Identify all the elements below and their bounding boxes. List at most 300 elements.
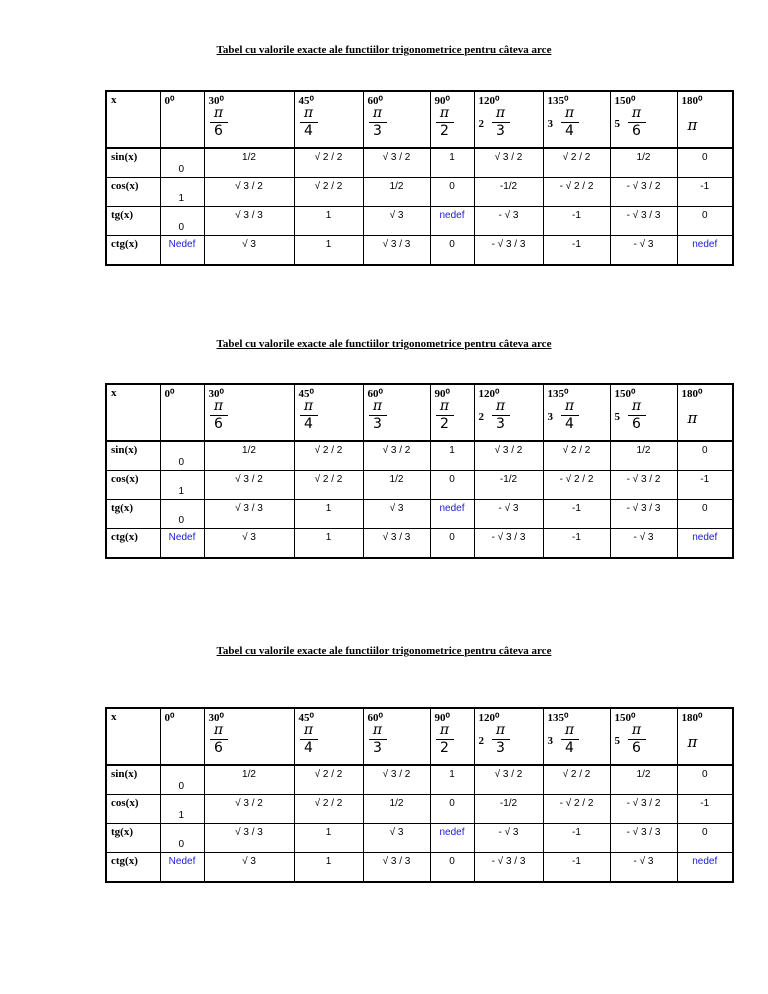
degree-label: 180⁰ bbox=[681, 95, 703, 107]
header-cell bbox=[294, 384, 363, 441]
function-value: √ 3 / 3 bbox=[382, 532, 411, 543]
header-row bbox=[106, 91, 733, 148]
table-title: Tabel cu valorile exacte ale functiilor trigonometrice pentru câteva arce bbox=[216, 338, 552, 350]
function-value: 0 bbox=[449, 532, 455, 543]
function-value: √ 3 bbox=[389, 827, 404, 838]
value-cell bbox=[204, 795, 294, 824]
value-cell bbox=[610, 148, 677, 178]
value-cell bbox=[363, 207, 430, 236]
degree-label: 135⁰ bbox=[547, 388, 569, 400]
value-cell bbox=[294, 795, 363, 824]
degree-label: 90⁰ bbox=[434, 712, 450, 724]
table-row bbox=[106, 207, 733, 236]
function-value: 1/2 bbox=[636, 445, 651, 456]
function-value: √ 3 / 2 bbox=[382, 152, 411, 163]
value-cell bbox=[430, 148, 474, 178]
value-cell bbox=[610, 500, 677, 529]
header-cell bbox=[160, 91, 204, 148]
radian-fraction: π 3 bbox=[492, 106, 510, 138]
value-cell bbox=[430, 765, 474, 795]
value-cell bbox=[474, 236, 543, 266]
degree-label: 180⁰ bbox=[681, 712, 703, 724]
function-value: -1 bbox=[572, 856, 581, 867]
table-row bbox=[106, 795, 733, 824]
header-row bbox=[106, 708, 733, 765]
function-value: √ 2 / 2 bbox=[562, 769, 591, 780]
trig-values-table bbox=[105, 707, 734, 883]
function-value: nedef bbox=[439, 210, 465, 221]
function-value: 1 bbox=[178, 810, 185, 821]
value-cell bbox=[294, 529, 363, 559]
value-cell bbox=[430, 236, 474, 266]
table-title: Tabel cu valorile exacte ale functiilor trigonometrice pentru câteva arce bbox=[216, 645, 552, 657]
function-value: -1 bbox=[572, 827, 581, 838]
value-cell bbox=[610, 824, 677, 853]
function-value: - √ 3 bbox=[633, 239, 654, 250]
value-cell bbox=[363, 824, 430, 853]
value-cell bbox=[363, 765, 430, 795]
function-value: √ 3 / 3 bbox=[235, 503, 263, 514]
function-value: - √ 3 / 3 bbox=[626, 827, 661, 838]
value-cell bbox=[430, 471, 474, 500]
table-row bbox=[106, 236, 733, 266]
value-cell bbox=[204, 529, 294, 559]
function-value: - √ 3 / 3 bbox=[491, 856, 526, 867]
function-value: - √ 3 bbox=[498, 503, 519, 514]
header-cell bbox=[543, 708, 610, 765]
function-value: √ 3 / 2 bbox=[494, 152, 523, 163]
value-cell bbox=[677, 148, 733, 178]
radian-fraction: π 3 bbox=[492, 399, 510, 431]
value-cell bbox=[160, 441, 204, 471]
table-row bbox=[106, 500, 733, 529]
value-cell bbox=[610, 853, 677, 883]
x-label: x bbox=[111, 94, 117, 106]
row-label: cos(x) bbox=[111, 180, 139, 192]
degree-label: 45⁰ bbox=[298, 712, 314, 724]
value-cell bbox=[474, 853, 543, 883]
radian-fraction: π 2 bbox=[436, 399, 454, 431]
function-value: √ 3 / 3 bbox=[382, 239, 411, 250]
header-cell-x bbox=[106, 91, 160, 148]
radian-coefficient: 2 bbox=[478, 735, 484, 747]
value-cell bbox=[294, 471, 363, 500]
row-label: tg(x) bbox=[111, 502, 133, 514]
function-value: - √ 3 bbox=[498, 210, 519, 221]
header-cell bbox=[610, 708, 677, 765]
degree-label: 120⁰ bbox=[478, 712, 500, 724]
value-cell bbox=[430, 500, 474, 529]
header-cell bbox=[543, 91, 610, 148]
table-title: Tabel cu valorile exacte ale functiilor trigonometrice pentru câteva arce bbox=[216, 44, 552, 56]
value-cell bbox=[610, 178, 677, 207]
function-value: √ 2 / 2 bbox=[314, 769, 343, 780]
value-cell bbox=[204, 500, 294, 529]
function-value: - √ 2 / 2 bbox=[559, 798, 594, 809]
function-value: 0 bbox=[449, 239, 455, 250]
header-cell bbox=[363, 384, 430, 441]
radian-fraction: π 6 bbox=[628, 106, 646, 138]
function-value: nedef bbox=[439, 827, 465, 838]
value-cell bbox=[677, 441, 733, 471]
value-cell bbox=[363, 795, 430, 824]
degree-label: 90⁰ bbox=[434, 388, 450, 400]
function-value: - √ 2 / 2 bbox=[559, 181, 594, 192]
degree-label: 60⁰ bbox=[367, 712, 383, 724]
row-label-cell bbox=[106, 441, 160, 471]
header-cell bbox=[294, 708, 363, 765]
value-cell bbox=[677, 178, 733, 207]
function-value: nedef bbox=[692, 532, 718, 543]
radian-fraction: π 3 bbox=[369, 723, 387, 755]
function-value: √ 3 / 2 bbox=[382, 769, 411, 780]
table-row bbox=[106, 471, 733, 500]
function-value: 0 bbox=[178, 781, 185, 792]
degree-label: 135⁰ bbox=[547, 712, 569, 724]
function-value: -1/2 bbox=[499, 181, 518, 192]
function-value: 0 bbox=[701, 827, 708, 838]
header-cell bbox=[430, 91, 474, 148]
row-label: cos(x) bbox=[111, 473, 139, 485]
function-value: Nedef bbox=[168, 239, 196, 250]
function-value: √ 2 / 2 bbox=[562, 152, 591, 163]
value-cell bbox=[430, 178, 474, 207]
function-value: √ 2 / 2 bbox=[314, 152, 343, 163]
header-cell bbox=[204, 384, 294, 441]
value-cell bbox=[543, 148, 610, 178]
function-value: √ 2 / 2 bbox=[562, 445, 591, 456]
degree-label: 180⁰ bbox=[681, 388, 703, 400]
value-cell bbox=[677, 471, 733, 500]
value-cell bbox=[430, 795, 474, 824]
function-value: √ 3 / 2 bbox=[235, 474, 263, 485]
value-cell bbox=[363, 441, 430, 471]
function-value: - √ 3 / 3 bbox=[626, 210, 661, 221]
function-value: √ 3 bbox=[242, 239, 256, 250]
function-value: 0 bbox=[178, 164, 185, 175]
value-cell bbox=[160, 148, 204, 178]
function-value: 1/2 bbox=[242, 152, 256, 163]
pi-symbol: π bbox=[687, 733, 698, 751]
radian-fraction: π 4 bbox=[561, 723, 579, 755]
header-cell bbox=[610, 91, 677, 148]
header-cell bbox=[363, 91, 430, 148]
function-value: 0 bbox=[178, 457, 185, 468]
function-value: 1 bbox=[449, 445, 455, 456]
function-value: 1/2 bbox=[389, 798, 404, 809]
function-value: √ 3 / 3 bbox=[235, 210, 263, 221]
radian-coefficient: 2 bbox=[478, 118, 484, 130]
radian-coefficient: 3 bbox=[547, 735, 553, 747]
table-row bbox=[106, 824, 733, 853]
value-cell bbox=[363, 500, 430, 529]
header-cell bbox=[294, 91, 363, 148]
header-cell bbox=[610, 384, 677, 441]
degree-label: 120⁰ bbox=[478, 95, 500, 107]
function-value: -1 bbox=[572, 503, 581, 514]
value-cell bbox=[474, 178, 543, 207]
value-cell bbox=[610, 236, 677, 266]
header-cell bbox=[160, 384, 204, 441]
radian-fraction: π 4 bbox=[300, 106, 318, 138]
value-cell bbox=[204, 441, 294, 471]
value-cell bbox=[543, 236, 610, 266]
function-value: 0 bbox=[449, 181, 455, 192]
row-label-cell bbox=[106, 148, 160, 178]
value-cell bbox=[543, 471, 610, 500]
function-value: -1 bbox=[700, 474, 710, 485]
radian-coefficient: 3 bbox=[547, 118, 553, 130]
value-cell bbox=[543, 853, 610, 883]
degree-label: 150⁰ bbox=[614, 95, 636, 107]
function-value: 0 bbox=[449, 798, 455, 809]
function-value: - √ 2 / 2 bbox=[559, 474, 594, 485]
function-value: - √ 3 / 3 bbox=[491, 532, 526, 543]
value-cell bbox=[543, 529, 610, 559]
value-cell bbox=[474, 441, 543, 471]
radian-coefficient: 3 bbox=[547, 411, 553, 423]
row-label-cell bbox=[106, 178, 160, 207]
degree-label: 60⁰ bbox=[367, 95, 383, 107]
value-cell bbox=[474, 500, 543, 529]
function-value: √ 3 bbox=[242, 856, 256, 867]
value-cell bbox=[363, 471, 430, 500]
header-cell bbox=[474, 91, 543, 148]
header-cell bbox=[430, 384, 474, 441]
value-cell bbox=[474, 795, 543, 824]
function-value: 0 bbox=[701, 769, 708, 780]
row-label: ctg(x) bbox=[111, 855, 138, 867]
function-value: 0 bbox=[701, 503, 708, 514]
function-value: 1 bbox=[325, 856, 332, 867]
value-cell bbox=[294, 236, 363, 266]
function-value: 1/2 bbox=[242, 445, 256, 456]
value-cell bbox=[677, 529, 733, 559]
header-cell bbox=[474, 708, 543, 765]
degree-label: 150⁰ bbox=[614, 712, 636, 724]
value-cell bbox=[204, 178, 294, 207]
value-cell bbox=[430, 441, 474, 471]
value-cell bbox=[160, 529, 204, 559]
header-cell bbox=[543, 384, 610, 441]
function-value: nedef bbox=[692, 856, 718, 867]
row-label-cell bbox=[106, 236, 160, 266]
function-value: nedef bbox=[692, 239, 718, 250]
header-cell bbox=[204, 708, 294, 765]
function-value: 0 bbox=[178, 515, 185, 526]
value-cell bbox=[363, 236, 430, 266]
function-value: √ 3 / 2 bbox=[382, 445, 411, 456]
value-cell bbox=[294, 853, 363, 883]
degree-label: 0⁰ bbox=[164, 712, 175, 724]
function-value: √ 3 / 2 bbox=[494, 445, 523, 456]
value-cell bbox=[160, 207, 204, 236]
table-row bbox=[106, 441, 733, 471]
degree-label: 150⁰ bbox=[614, 388, 636, 400]
value-cell bbox=[610, 529, 677, 559]
function-value: √ 2 / 2 bbox=[314, 181, 343, 192]
function-value: -1/2 bbox=[499, 474, 518, 485]
function-value: - √ 3 bbox=[498, 827, 519, 838]
function-value: -1 bbox=[572, 532, 581, 543]
value-cell bbox=[610, 471, 677, 500]
header-cell bbox=[677, 91, 733, 148]
degree-label: 90⁰ bbox=[434, 95, 450, 107]
value-cell bbox=[543, 441, 610, 471]
radian-coefficient: 5 bbox=[614, 411, 620, 423]
value-cell bbox=[294, 207, 363, 236]
value-cell bbox=[294, 178, 363, 207]
value-cell bbox=[677, 765, 733, 795]
value-cell bbox=[543, 207, 610, 236]
degree-label: 0⁰ bbox=[164, 388, 175, 400]
value-cell bbox=[543, 824, 610, 853]
function-value: √ 2 / 2 bbox=[314, 798, 343, 809]
table-row bbox=[106, 148, 733, 178]
value-cell bbox=[363, 178, 430, 207]
function-value: -1/2 bbox=[499, 798, 518, 809]
value-cell bbox=[543, 795, 610, 824]
function-value: - √ 3 bbox=[633, 532, 654, 543]
function-value: √ 3 / 2 bbox=[235, 798, 263, 809]
row-label-cell bbox=[106, 795, 160, 824]
row-label: sin(x) bbox=[111, 768, 138, 780]
table-row bbox=[106, 765, 733, 795]
value-cell bbox=[294, 148, 363, 178]
function-value: 1 bbox=[325, 210, 332, 221]
row-label-cell bbox=[106, 471, 160, 500]
function-value: - √ 3 bbox=[633, 856, 654, 867]
value-cell bbox=[294, 765, 363, 795]
value-cell bbox=[677, 500, 733, 529]
function-value: 1 bbox=[449, 769, 455, 780]
header-cell bbox=[430, 708, 474, 765]
radian-fraction: π 6 bbox=[210, 399, 228, 431]
function-value: 1/2 bbox=[636, 769, 651, 780]
value-cell bbox=[204, 471, 294, 500]
header-cell-x bbox=[106, 384, 160, 441]
value-cell bbox=[610, 765, 677, 795]
radian-fraction: π 2 bbox=[436, 723, 454, 755]
x-label: x bbox=[111, 387, 117, 399]
table-row bbox=[106, 853, 733, 883]
function-value: -1 bbox=[700, 798, 710, 809]
radian-fraction: π 6 bbox=[210, 723, 228, 755]
degree-label: 45⁰ bbox=[298, 388, 314, 400]
function-value: √ 2 / 2 bbox=[314, 474, 343, 485]
radian-fraction: π 4 bbox=[300, 723, 318, 755]
value-cell bbox=[430, 824, 474, 853]
value-cell bbox=[677, 853, 733, 883]
value-cell bbox=[294, 500, 363, 529]
header-cell bbox=[677, 708, 733, 765]
header-cell bbox=[363, 708, 430, 765]
radian-fraction: π 4 bbox=[300, 399, 318, 431]
function-value: √ 3 / 3 bbox=[235, 827, 263, 838]
function-value: 0 bbox=[701, 445, 708, 456]
row-label-cell bbox=[106, 824, 160, 853]
row-label-cell bbox=[106, 765, 160, 795]
value-cell bbox=[363, 853, 430, 883]
function-value: 1 bbox=[325, 827, 332, 838]
header-cell bbox=[474, 384, 543, 441]
value-cell bbox=[363, 529, 430, 559]
function-value: - √ 3 / 2 bbox=[626, 181, 661, 192]
value-cell bbox=[474, 824, 543, 853]
function-value: 0 bbox=[449, 474, 455, 485]
function-value: 1/2 bbox=[389, 181, 404, 192]
radian-fraction: π 3 bbox=[492, 723, 510, 755]
table-row bbox=[106, 178, 733, 207]
function-value: - √ 3 / 3 bbox=[626, 503, 661, 514]
function-value: 1 bbox=[178, 193, 185, 204]
trig-values-table bbox=[105, 90, 734, 266]
function-value: √ 3 bbox=[242, 532, 256, 543]
function-value: √ 3 bbox=[389, 503, 404, 514]
degree-label: 30⁰ bbox=[208, 95, 224, 107]
pi-symbol: π bbox=[687, 116, 698, 134]
value-cell bbox=[204, 824, 294, 853]
value-cell bbox=[160, 236, 204, 266]
row-label: tg(x) bbox=[111, 826, 133, 838]
function-value: √ 2 / 2 bbox=[314, 445, 343, 456]
radian-fraction: π 6 bbox=[628, 723, 646, 755]
value-cell bbox=[160, 824, 204, 853]
function-value: nedef bbox=[439, 503, 465, 514]
row-label-cell bbox=[106, 853, 160, 883]
function-value: 1 bbox=[325, 532, 332, 543]
value-cell bbox=[610, 441, 677, 471]
value-cell bbox=[160, 500, 204, 529]
function-value: -1 bbox=[572, 210, 581, 221]
trig-values-table bbox=[105, 383, 734, 559]
value-cell bbox=[677, 236, 733, 266]
value-cell bbox=[204, 236, 294, 266]
value-cell bbox=[610, 207, 677, 236]
value-cell bbox=[677, 795, 733, 824]
value-cell bbox=[160, 853, 204, 883]
row-label: ctg(x) bbox=[111, 238, 138, 250]
value-cell bbox=[474, 471, 543, 500]
value-cell bbox=[474, 207, 543, 236]
function-value: - √ 3 / 2 bbox=[626, 798, 661, 809]
degree-label: 120⁰ bbox=[478, 388, 500, 400]
radian-fraction: π 3 bbox=[369, 399, 387, 431]
degree-label: 135⁰ bbox=[547, 95, 569, 107]
value-cell bbox=[160, 471, 204, 500]
function-value: -1 bbox=[700, 181, 710, 192]
header-cell bbox=[204, 91, 294, 148]
function-value: √ 3 bbox=[389, 210, 404, 221]
value-cell bbox=[677, 207, 733, 236]
value-cell bbox=[430, 207, 474, 236]
value-cell bbox=[430, 853, 474, 883]
radian-fraction: π 2 bbox=[436, 106, 454, 138]
function-value: 1/2 bbox=[242, 769, 256, 780]
value-cell bbox=[543, 500, 610, 529]
radian-fraction: π 4 bbox=[561, 106, 579, 138]
function-value: 0 bbox=[701, 152, 708, 163]
value-cell bbox=[430, 529, 474, 559]
value-cell bbox=[543, 765, 610, 795]
radian-coefficient: 2 bbox=[478, 411, 484, 423]
row-label: ctg(x) bbox=[111, 531, 138, 543]
function-value: 1 bbox=[178, 486, 185, 497]
table-row bbox=[106, 529, 733, 559]
row-label: sin(x) bbox=[111, 444, 138, 456]
degree-label: 60⁰ bbox=[367, 388, 383, 400]
radian-coefficient: 5 bbox=[614, 735, 620, 747]
